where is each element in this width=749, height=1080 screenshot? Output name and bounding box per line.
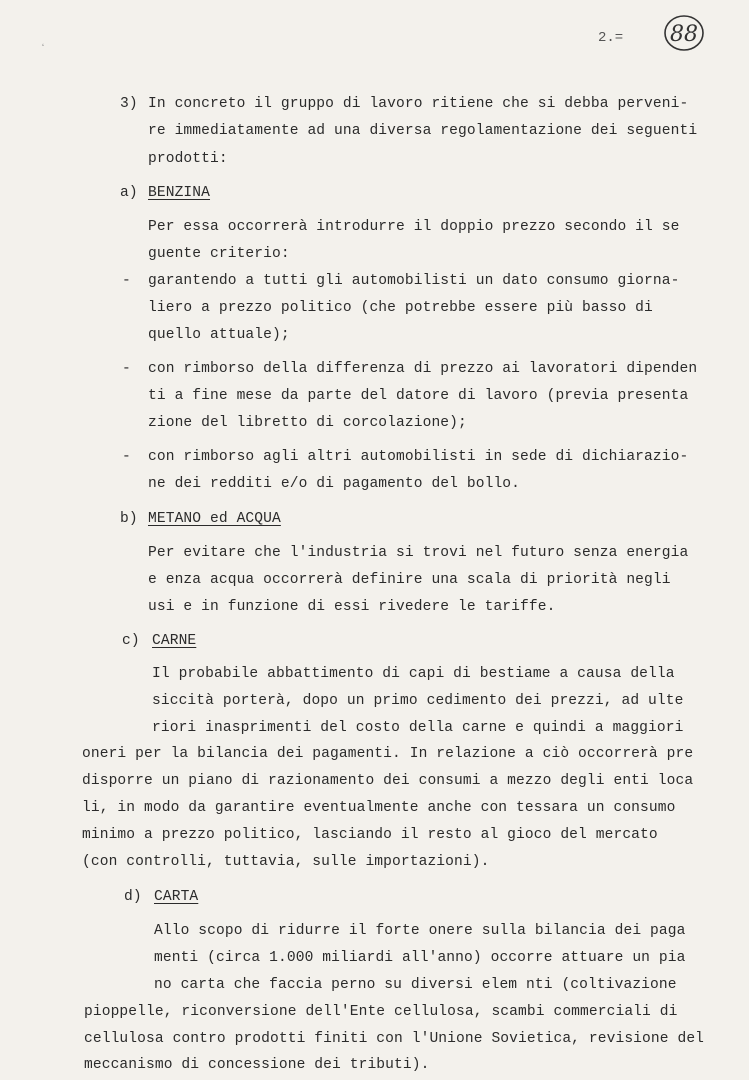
section-c-marker: c) <box>122 633 140 649</box>
bullet-1-line-1: garantendo a tutti gli automobilisti un dato consumo giorna- <box>148 273 680 289</box>
section-b-line-3: usi e in funzione di essi rivedere le tariffe. <box>148 599 556 615</box>
section-a-heading: BENZINA <box>148 185 211 201</box>
intro-line-1: In concreto il gruppo di lavoro ritiene che si debba perveni- <box>148 96 689 112</box>
section-c-line-6: li, in modo da garantire eventualmente anche con tessara un consumo <box>82 800 676 816</box>
bullet-2-line-2: ti a fine mese da parte del datore di lavoro (previa presenta <box>148 388 689 404</box>
section-a-line-2: guente criterio: <box>148 246 290 262</box>
bullet-2-line-3: zione del libretto di corcolazione); <box>148 415 467 431</box>
section-b-line-1: Per evitare che l'industria si trovi nel futuro senza energia <box>148 545 689 561</box>
section-c-line-3: riori inasprimenti del costo della carne e quindi a maggiori <box>152 720 684 736</box>
section-c-line-4: oneri per la bilancia dei pagamenti. In relazione a ciò occorrerà pre <box>82 746 694 762</box>
section-c-line-7: minimo a prezzo politico, lasciando il resto al gioco del mercato <box>82 827 658 843</box>
section-a-marker: a) <box>120 185 138 201</box>
scan-mark: ʻ <box>40 44 47 55</box>
section-a-line-1: Per essa occorrerà introdurre il doppio prezzo secondo il se <box>148 219 680 235</box>
section-d-line-2: menti (circa 1.000 miliardi all'anno) occorre attuare un pia <box>154 950 686 966</box>
bullet-3-line-1: con rimborso agli altri automobilisti in sede di dichiarazio- <box>148 449 689 465</box>
handwritten-page-stamp <box>662 12 706 54</box>
stamp-number: 88 <box>670 22 698 47</box>
section-d-line-4: pioppelle, riconversione dell'Ente cellulosa, scambi commerciali di <box>84 1004 678 1020</box>
section-c-line-2: siccità porterà, dopo un primo cedimento dei prezzi, ad ulte <box>152 693 684 709</box>
section-b-marker: b) <box>120 511 138 527</box>
section-d-line-5: cellulosa contro prodotti finiti con l'Unione Sovietica, revisione del <box>84 1031 705 1047</box>
section-d-heading: CARTA <box>154 889 199 905</box>
section-c-line-5: disporre un piano di razionamento dei consumi a mezzo degli enti loca <box>82 773 694 789</box>
bullet-1-line-3: quello attuale); <box>148 327 290 343</box>
section-c-line-1: Il probabile abbattimento di capi di bestiame a causa della <box>152 666 675 682</box>
section-d-line-6: meccanismo di concessione dei tributi). <box>84 1057 430 1073</box>
section-d-marker: d) <box>124 889 142 905</box>
intro-line-3: prodotti: <box>148 151 228 167</box>
section-b-line-2: e enza acqua occorrerà definire una scala di priorità negli <box>148 572 671 588</box>
bullet-dash: - <box>122 361 131 377</box>
bullet-3-line-2: ne dei redditi e/o di pagamento del bollo. <box>148 476 521 492</box>
section-c-line-8: (con controlli, tuttavia, sulle importazioni). <box>82 854 490 870</box>
bullet-2-line-1: con rimborso della differenza di prezzo ai lavoratori dipenden <box>148 361 698 377</box>
section-d-line-1: Allo scopo di ridurre il forte onere sulla bilancia dei paga <box>154 923 686 939</box>
bullet-dash: - <box>122 449 131 465</box>
bullet-1-line-2: liero a prezzo politico (che potrebbe essere più basso di <box>148 300 653 316</box>
section-d-line-3: no carta che faccia perno su diversi elem nti (coltivazione <box>154 977 677 993</box>
intro-marker: 3) <box>120 96 138 112</box>
page-number: 2.= <box>598 30 624 46</box>
bullet-dash: - <box>122 273 131 289</box>
section-c-heading: CARNE <box>152 633 197 649</box>
section-b-heading: METANO ed ACQUA <box>148 511 281 527</box>
intro-line-2: re immediatamente ad una diversa regolamentazione dei seguenti <box>148 123 698 139</box>
